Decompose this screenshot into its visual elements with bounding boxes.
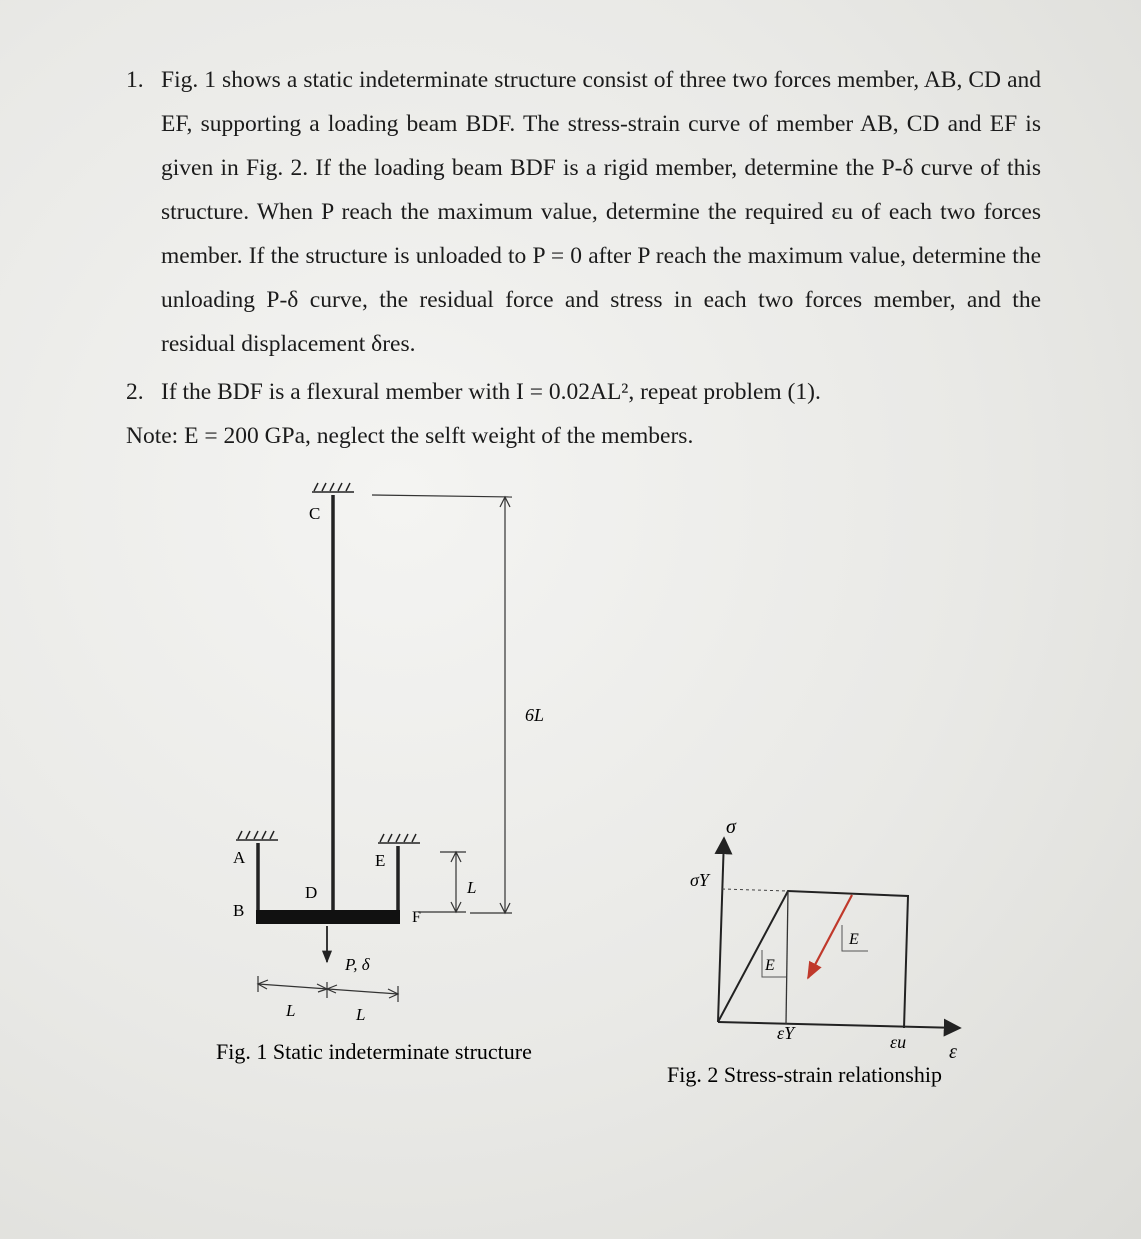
- figure-2: [667, 816, 960, 1087]
- label-eps: ε: [949, 1041, 957, 1063]
- label-l-vertical: L: [467, 878, 477, 897]
- label-b: B: [233, 901, 245, 920]
- support-e-hatch: [378, 834, 420, 843]
- epsilon-axis: [718, 1022, 960, 1028]
- label-l-left: L: [286, 1001, 296, 1020]
- label-sigma-y: σY: [690, 870, 709, 890]
- figure-1-caption: Fig. 1 Static indeterminate structure: [216, 1039, 532, 1064]
- label-6l: 6L: [525, 705, 545, 725]
- dimension-l-horizontal: [258, 976, 398, 1002]
- label-e-1: E: [765, 957, 775, 974]
- label-load: P, δ: [345, 955, 370, 974]
- support-a-hatch: [236, 831, 278, 840]
- problem-1-text: Fig. 1 shows a static indeterminate structure consist of three two forces member, AB, CD and EF, supporting a loading beam BDF. The stress-strain curve of member AB, CD and EF is given in Fig. 2. If the loading beam BDF is a rigid member, determine the P-δ curve of this structure. When P reach the maximum value, determine the required εu of each two forces member. If the structure is unloaded to P = 0 after P reach the maximum value, determine the unloading P-δ curve, the residual force and stress in each two forces member, and the residual displacement δres.: [161, 67, 1041, 357]
- note-text: Note: E = 200 GPa, neglect the selft weight of the members.: [126, 423, 694, 449]
- figure-2-caption: Fig. 2 Stress-strain relationship: [667, 1062, 942, 1087]
- label-e: E: [375, 851, 386, 870]
- label-sigma: σ: [726, 816, 736, 838]
- problem-2-text: If the BDF is a flexural member with I = 0.02AL², repeat problem (1).: [161, 379, 821, 405]
- eps-y-line: [786, 891, 788, 1024]
- problem-1-number: 1.: [126, 67, 144, 93]
- label-l-right: L: [356, 1005, 366, 1024]
- beam-bdf: [256, 910, 400, 924]
- label-eps-y: εY: [777, 1023, 795, 1043]
- label-c: C: [309, 504, 321, 523]
- label-e-2: E: [849, 931, 859, 948]
- label-eps-u: εu: [890, 1032, 907, 1052]
- figure-1: [216, 483, 544, 1064]
- dimension-6l: [372, 495, 512, 913]
- label-f: F: [412, 909, 421, 926]
- support-c-hatch: [312, 483, 354, 492]
- label-d: D: [305, 883, 318, 902]
- unloading-line: [808, 895, 852, 978]
- stress-strain-curve: [718, 891, 908, 1028]
- label-a: A: [233, 848, 246, 867]
- sigma-y-dashed: [722, 889, 788, 891]
- dimension-l-vertical: [418, 852, 466, 912]
- problem-2-number: 2.: [126, 379, 144, 405]
- sigma-axis: [718, 838, 724, 1022]
